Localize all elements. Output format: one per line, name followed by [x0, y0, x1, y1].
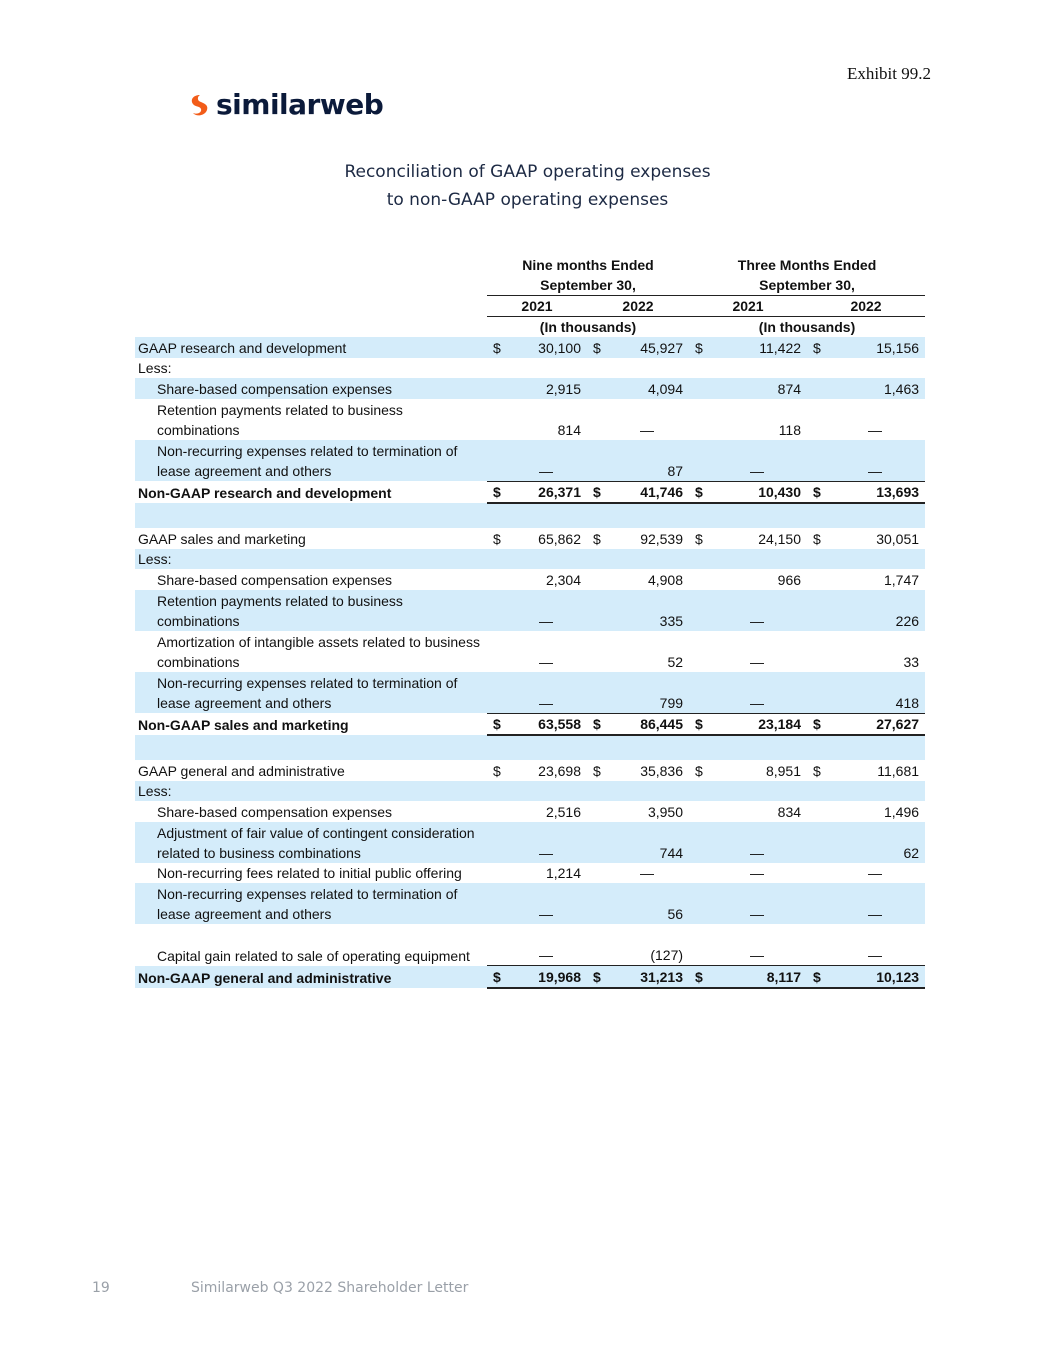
value-cell: 11,422 [707, 337, 807, 358]
value-cell: 335 [605, 590, 689, 631]
value-cell: 744 [605, 822, 689, 863]
value-cell: — [707, 822, 807, 863]
currency-sign: $ [807, 337, 825, 358]
table-row [135, 358, 925, 379]
value-cell: 19,968 [505, 966, 587, 988]
row-label: Non-GAAP sales and marketing [138, 717, 349, 733]
table-row [135, 883, 925, 924]
row-label: Share-based compensation expenses [157, 571, 393, 588]
value-cell: — [539, 653, 553, 670]
value-cell: 15,156 [825, 337, 925, 358]
currency-sign: $ [695, 530, 703, 547]
currency-sign: $ [487, 966, 505, 988]
row-label: Non-GAAP research and development [138, 485, 392, 501]
row-label: GAAP general and administrative [138, 762, 345, 779]
year-2022-nine: 2022 [587, 296, 689, 317]
currency-sign: $ [807, 966, 825, 988]
value-cell: 86,445 [605, 713, 689, 735]
table-row [135, 590, 925, 631]
page-title [0, 158, 1055, 214]
row-label: Share-based compensation expenses [157, 803, 393, 820]
currency-sign: $ [807, 481, 825, 503]
value-cell: — [707, 924, 807, 966]
three-months-header: Three Months Ended [737, 257, 877, 273]
value-cell: 418 [825, 672, 925, 714]
header-row-1 [135, 255, 925, 275]
table-row [135, 863, 925, 884]
value-cell: — [707, 672, 807, 714]
value-cell: — [868, 421, 883, 438]
currency-sign: $ [813, 530, 821, 547]
row-label: Non-recurring expenses related to termination of lease agreement and others [135, 883, 487, 924]
row-label: Non-recurring expenses related to termination of lease agreement and others [135, 440, 487, 482]
currency-sign: $ [593, 530, 601, 547]
row-label: Capital gain related to sale of operating equipment [157, 947, 470, 964]
table-row [135, 672, 925, 714]
value-cell: 87 [605, 440, 689, 482]
similarweb-logo [186, 88, 383, 121]
table-row [135, 399, 925, 440]
row-label: Share-based compensation expenses [135, 378, 487, 399]
header-row-2 [135, 275, 925, 296]
value-cell: 2,304 [545, 571, 581, 588]
value-cell: 52 [667, 653, 684, 670]
value-cell: — [640, 421, 654, 438]
value-cell: 4,908 [647, 571, 684, 588]
currency-sign: $ [487, 481, 505, 503]
value-cell: 11,681 [877, 762, 920, 779]
value-cell: 10,430 [707, 481, 807, 503]
value-cell: 874 [707, 378, 807, 399]
currency-sign: $ [487, 713, 505, 735]
currency-sign: $ [593, 762, 601, 779]
value-cell: — [505, 440, 587, 482]
value-cell: 45,927 [605, 337, 689, 358]
value-cell: 24,150 [758, 530, 802, 547]
row-label: Non-recurring expenses related to termination of lease agreement and others [135, 672, 487, 714]
nine-months-period: September 30, [487, 275, 689, 296]
header-row-units [135, 317, 925, 338]
value-cell: 1,747 [883, 571, 920, 588]
value-cell: 35,836 [640, 762, 684, 779]
value-cell: — [750, 653, 765, 670]
value-cell: 41,746 [605, 481, 689, 503]
spacer-row [135, 503, 925, 528]
table-row [135, 337, 925, 358]
value-cell: 27,627 [825, 713, 925, 735]
value-cell: 966 [777, 571, 802, 588]
table-row-total [135, 966, 925, 988]
header-row-years [135, 296, 925, 317]
currency-sign: $ [487, 337, 505, 358]
page-number: 19 [92, 1280, 110, 1296]
nine-months-header: Nine months Ended [522, 257, 654, 273]
value-cell: 23,184 [707, 713, 807, 735]
value-cell: 13,693 [825, 481, 925, 503]
value-cell: — [505, 883, 587, 924]
value-cell: 4,094 [605, 378, 689, 399]
table-row [135, 378, 925, 399]
value-cell: 31,213 [605, 966, 689, 988]
table-row [135, 440, 925, 482]
units-three: (In thousands) [758, 319, 856, 335]
value-cell: 30,100 [505, 337, 587, 358]
value-cell: 62 [825, 822, 925, 863]
table-row [135, 822, 925, 863]
table-row [135, 760, 925, 781]
value-cell: — [825, 440, 925, 482]
currency-sign: $ [807, 713, 825, 735]
table-row [135, 569, 925, 590]
value-cell: 26,371 [505, 481, 587, 503]
value-cell: — [707, 440, 807, 482]
table-row-total [135, 481, 925, 503]
row-label: Adjustment of fair value of contingent consideration related to business combinations [135, 822, 487, 863]
currency-sign: $ [493, 762, 501, 779]
value-cell: 1,496 [883, 803, 920, 820]
value-cell: 92,539 [640, 530, 684, 547]
value-cell: — [750, 865, 765, 881]
brand-name: similarweb [216, 88, 384, 121]
reconciliation-table [135, 255, 925, 989]
currency-sign: $ [689, 481, 707, 503]
exhibit-label: Exhibit 99.2 [846, 64, 931, 83]
value-cell: — [505, 672, 587, 714]
value-cell: 56 [605, 883, 689, 924]
units-nine: (In thousands) [539, 319, 637, 335]
currency-sign: $ [493, 530, 501, 547]
value-cell: — [707, 883, 807, 924]
value-cell: — [505, 822, 587, 863]
value-cell: — [505, 924, 587, 966]
currency-sign: $ [587, 713, 605, 735]
value-cell: — [825, 924, 925, 966]
spacer-row [135, 735, 925, 760]
table-row [135, 801, 925, 822]
title-line-2: to non-GAAP operating expenses [386, 190, 669, 210]
row-label: Less: [135, 549, 487, 570]
currency-sign: $ [689, 337, 707, 358]
value-cell: — [825, 883, 925, 924]
table-row [135, 781, 925, 802]
value-cell: 10,123 [825, 966, 925, 988]
currency-sign: $ [587, 337, 605, 358]
value-cell: 118 [778, 421, 802, 438]
value-cell: 2,516 [545, 803, 581, 820]
title-line-1: Reconciliation of GAAP operating expenses [344, 162, 711, 182]
row-label: Less: [138, 360, 172, 376]
row-label: Retention payments related to business combinations [157, 401, 403, 438]
value-cell: — [505, 590, 587, 631]
similarweb-logo-icon [186, 92, 212, 118]
row-label: Non-recurring fees related to initial public offering [157, 865, 462, 881]
row-label: Non-GAAP general and administrative [135, 966, 487, 988]
table-row [135, 549, 925, 570]
value-cell: 814 [557, 421, 581, 438]
value-cell: 226 [825, 590, 925, 631]
row-label: Retention payments related to business combinations [135, 590, 487, 631]
value-cell: — [868, 865, 883, 881]
value-cell: 8,117 [707, 966, 807, 988]
value-cell: 1,214 [545, 865, 581, 881]
row-label: GAAP sales and marketing [138, 530, 306, 547]
row-label: GAAP research and development [135, 337, 487, 358]
currency-sign: $ [587, 481, 605, 503]
year-2021-nine: 2021 [487, 296, 587, 317]
currency-sign: $ [695, 762, 703, 779]
table-row [135, 631, 925, 672]
row-label: Less: [135, 781, 487, 802]
value-cell: — [707, 590, 807, 631]
value-cell: 3,950 [647, 803, 684, 820]
table-row [135, 924, 925, 966]
table-row [135, 528, 925, 549]
value-cell: 799 [605, 672, 689, 714]
value-cell: 63,558 [505, 713, 587, 735]
value-cell: 65,862 [538, 530, 581, 547]
value-cell: 8,951 [765, 762, 802, 779]
table-row-total [135, 713, 925, 735]
year-2022-three: 2022 [807, 296, 925, 317]
value-cell: 23,698 [538, 762, 581, 779]
currency-sign: $ [587, 966, 605, 988]
value-cell: 33 [903, 653, 920, 670]
currency-sign: $ [689, 713, 707, 735]
footer-title: Similarweb Q3 2022 Shareholder Letter [191, 1280, 469, 1296]
value-cell: (127) [605, 924, 689, 966]
value-cell: 30,051 [876, 530, 920, 547]
three-months-period: September 30, [689, 275, 925, 296]
value-cell: — [640, 865, 654, 881]
currency-sign: $ [689, 966, 707, 988]
currency-sign: $ [813, 762, 821, 779]
row-label: Amortization of intangible assets related to business combinations [157, 633, 480, 670]
year-2021-three: 2021 [689, 296, 807, 317]
value-cell: 1,463 [825, 378, 925, 399]
value-cell: 2,915 [505, 378, 587, 399]
value-cell: 834 [777, 803, 802, 820]
